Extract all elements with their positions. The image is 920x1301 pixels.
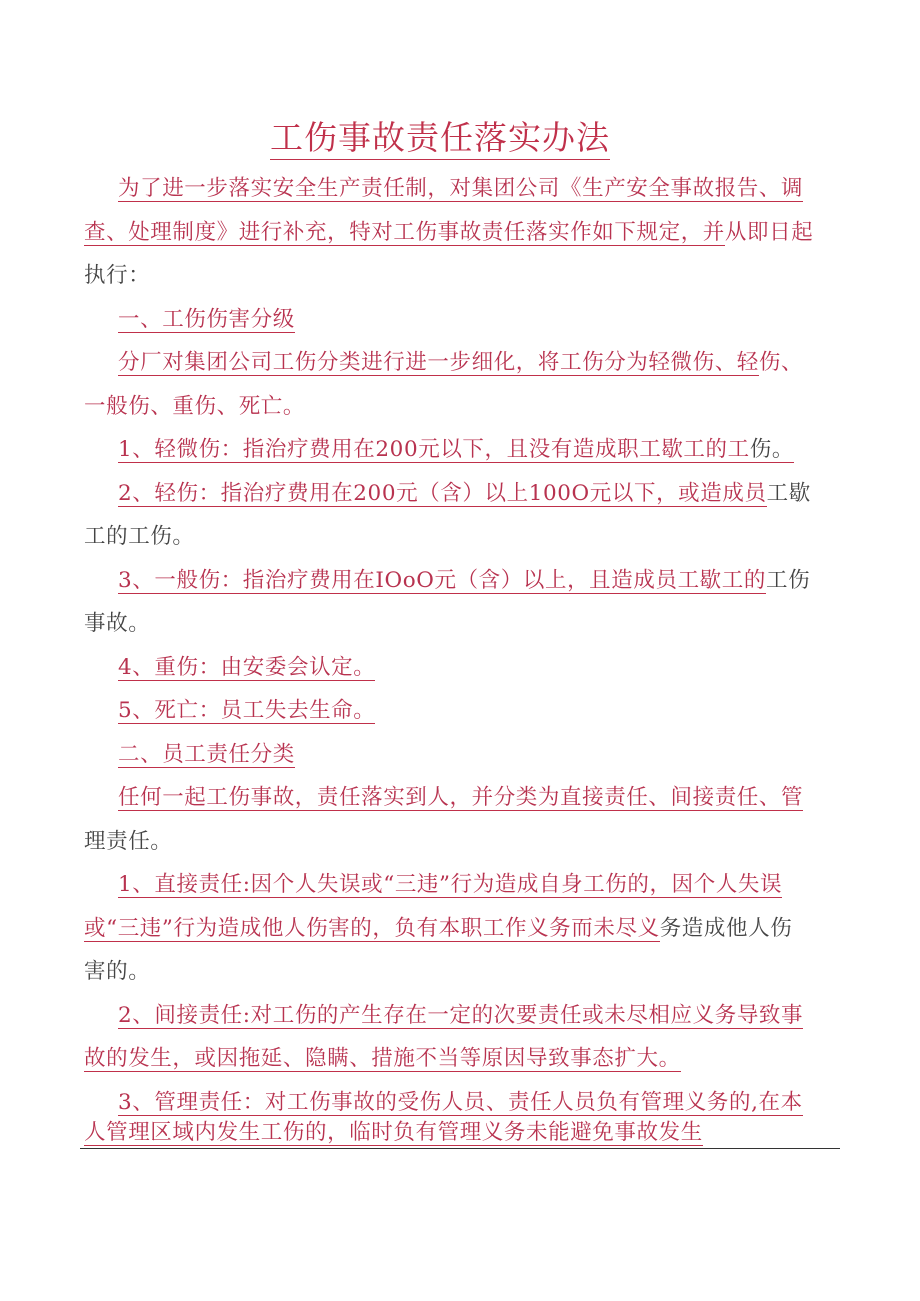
duty-item-1-line-1: 1、直接责任:因个人失误或“三违”行为造成自身工伤的，因个人失误	[118, 872, 783, 897]
duty-item-2-line-2: 故的发生，或因拖延、隐瞒、措施不当等原因导致事态扩大。	[84, 1046, 681, 1071]
document-title: 工伤事故责任落实办法	[0, 112, 880, 159]
section-2-heading: 二、员工责任分类	[118, 742, 295, 767]
footer-rule	[80, 1148, 840, 1149]
grade-item-1: 1、轻微伤：指治疗费用在200元以下，且没有造成职工歇工的工伤。	[118, 437, 794, 462]
duty-item-2-line-1: 2、间接责任:对工伤的产生存在一定的次要责任或未尽相应义务导致事	[118, 1003, 804, 1028]
grade-item-3-line-2: 事故。	[84, 611, 151, 636]
section-2-para-line-2: 理责任。	[84, 829, 173, 854]
grade-item-2-line-1: 2、轻伤：指治疗费用在200元（含）以上100O元以下，或造成员工歇	[118, 481, 811, 506]
duty-item-3-line-2: 人管理区域内发生工伤的，临时负有管理义务未能避免事故发生	[84, 1120, 703, 1145]
intro-line-3: 执行：	[84, 263, 151, 288]
intro-line-2: 查、处理制度》进行补充，特对工伤事故责任落实作如下规定，并从即日起	[84, 220, 814, 245]
grade-item-2-line-2: 工的工伤。	[84, 524, 195, 549]
intro-line-1: 为了进一步落实安全生产责任制，对集团公司《生产安全事故报告、调	[118, 176, 804, 201]
grade-item-4: 4、重伤：由安委会认定。	[118, 655, 376, 680]
grade-item-5: 5、死亡：员工失去生命。	[118, 698, 376, 723]
duty-item-1-line-2: 或“三违”行为造成他人伤害的，负有本职工作义务而未尽义务造成他人伤	[84, 916, 793, 941]
section-1-heading: 一、工伤伤害分级	[118, 307, 295, 332]
section-1-para-line-1: 分厂对集团公司工伤分类进行进一步细化，将工伤分为轻微伤、轻伤、	[118, 350, 804, 375]
grade-item-3-line-1: 3、一般伤：指治疗费用在IOoO元（含）以上，且造成员工歇工的工伤	[118, 568, 811, 593]
duty-item-1-line-3: 害的。	[84, 959, 151, 984]
section-1-para-line-2: 一般伤、重伤、死亡。	[84, 394, 306, 419]
duty-item-3-line-1: 3、管理责任：对工伤事故的受伤人员、责任人员负有管理义务的,在本	[118, 1090, 803, 1115]
section-2-para-line-1: 任何一起工伤事故，责任落实到人，并分类为直接责任、间接责任、管	[118, 785, 804, 810]
